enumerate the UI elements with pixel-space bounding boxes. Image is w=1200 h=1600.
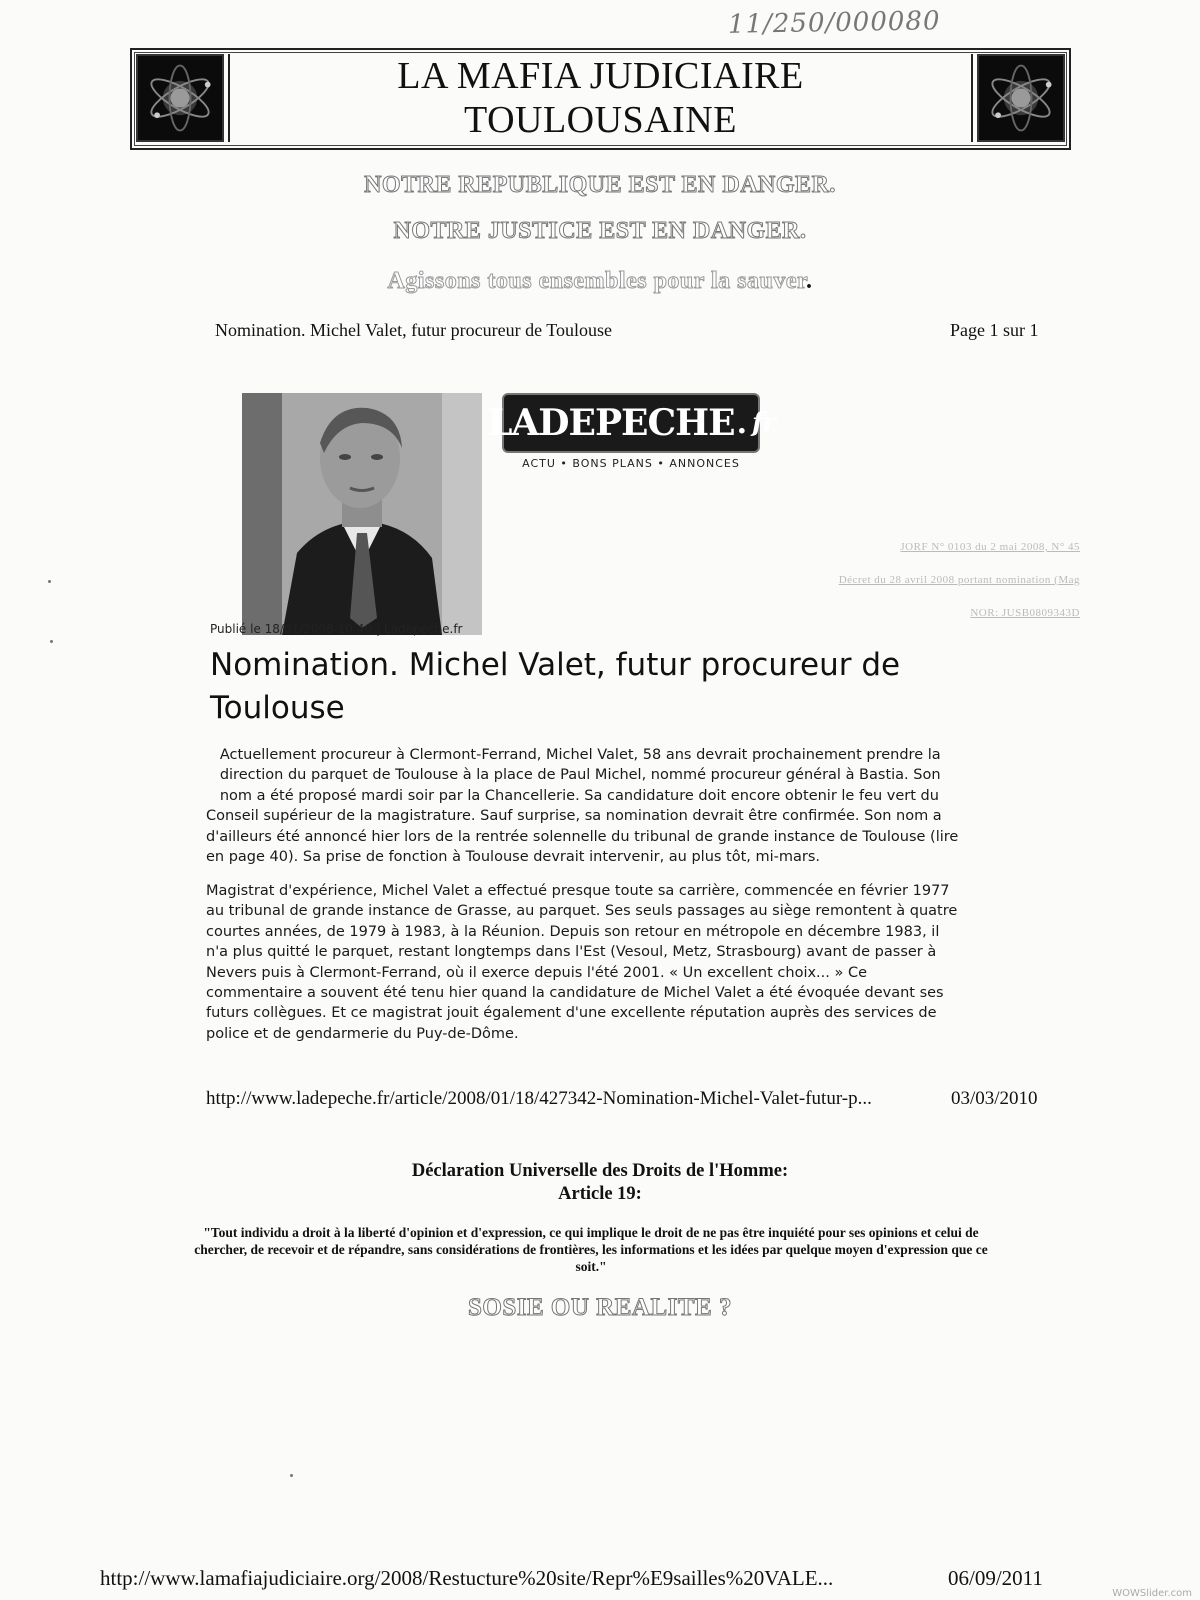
- declaration-article: Article 19:: [558, 1184, 642, 1204]
- paragraph-line: courtes années, de 1979 à 1983, à la Réunion. Depuis son retour en métropole en décembre 1983, il: [206, 923, 940, 940]
- portrait-photo: [242, 393, 482, 635]
- ladepeche-logo-suffix: fr: [752, 408, 775, 438]
- banner-republic: NOTRE REPUBLIQUE EST EN DANGER.: [364, 172, 836, 198]
- page-header: [130, 48, 1071, 150]
- portrait-image: [242, 393, 482, 635]
- paragraph-line: commentaire a souvent été tenu hier quand la candidature de Michel Valet a été évoquée devant ses: [206, 985, 944, 1002]
- scan-speck: [50, 640, 53, 643]
- paragraph-line: d'ailleurs été annoncé hier lors de la rentrée solennelle du tribunal de grande instance de Toulouse (lire: [206, 828, 959, 845]
- ladepeche-logo: [487, 395, 775, 451]
- paragraph-line: Conseil supérieur de la magistrature. Sauf surprise, sa nomination devrait être confirmée. Son nom a: [206, 808, 942, 825]
- banner-call-text: Agissons tous ensembles pour la sauver: [387, 268, 806, 294]
- quote-line: soit.": [575, 1259, 607, 1274]
- sosie-heading: SOSIE OU REALITE ?: [468, 1294, 732, 1321]
- banner-call-to-action: [0, 268, 1200, 295]
- article-title: [210, 644, 970, 730]
- paragraph-line: n'a plus quitté le parquet, restant longtemps dans l'Est (Vesoul, Metz, Strasbourg) avant de passer à: [206, 944, 937, 961]
- header-title: [228, 54, 973, 142]
- handwritten-stamp: 11/250/000080: [727, 6, 941, 40]
- reference-nor: NOR: JUSB0809343D: [970, 607, 1080, 619]
- footer-url[interactable]: http://www.lamafiajudiciaire.org/2008/Restucture%20site/Repr%E9sailles%20VALE...: [100, 1566, 834, 1590]
- declaration-heading: [0, 1160, 1200, 1206]
- reference-jorf: JORF N° 0103 du 2 mai 2008, N° 45: [900, 541, 1080, 553]
- header-title-line2: TOULOUSAINE: [464, 99, 737, 141]
- declaration-quote: [106, 1224, 1076, 1275]
- declaration-title: Déclaration Universelle des Droits de l'Homme:: [411, 1161, 789, 1181]
- print-header-title: Nomination. Michel Valet, futur procureur de Toulouse: [215, 320, 612, 340]
- article-title-line2: Toulouse: [210, 690, 345, 726]
- article-title-line1: Nomination. Michel Valet, futur procureur de: [210, 647, 901, 683]
- print-header-page: Page 1 sur 1: [950, 320, 1039, 340]
- paragraph-line: au tribunal de grande instance de Grasse, au parquet. Ses seuls passages au siège remontent à quatre: [206, 903, 958, 920]
- paragraph-line: en page 40). Sa prise de fonction à Toulouse devrait intervenir, au plus tôt, mi-mars.: [206, 849, 821, 866]
- paragraph-line: police et de gendarmerie du Puy-de-Dôme.: [206, 1025, 519, 1042]
- ladepeche-logo-text: LADEPECHE: [487, 402, 735, 444]
- footer-date: 06/09/2011: [948, 1566, 1043, 1590]
- quote-line: chercher, de recevoir et de répandre, sans considérations de frontières, les informations et les idées par quelque moyen d'expression que ce: [194, 1242, 988, 1257]
- atom-logo-right: [977, 54, 1065, 142]
- ladepeche-logo-dot: .: [736, 405, 747, 441]
- paragraph-line: Nevers puis à Clermont-Ferrand, où il exerce depuis l'été 2001. « Un excellent choix... » Ce: [206, 964, 868, 981]
- article-source-url[interactable]: http://www.ladepeche.fr/article/2008/01/18/427342-Nomination-Michel-Valet-futur-p...: [206, 1088, 872, 1109]
- publication-line: Publié le 18/01/2008 10:40 | Ladepeche.fr: [210, 622, 463, 636]
- banner-justice: NOTRE JUSTICE EST EN DANGER.: [393, 218, 807, 244]
- article-paragraph-2: [206, 881, 1036, 1044]
- paragraph-line: direction du parquet de Toulouse à la place de Paul Michel, nommé procureur général à Bastia. Son: [206, 767, 941, 784]
- article-paragraph-1: [206, 745, 1036, 867]
- article-print-date: 03/03/2010: [951, 1088, 1038, 1109]
- atom-logo-left: [136, 54, 224, 142]
- atom-icon: [138, 56, 222, 140]
- header-title-line1: LA MAFIA JUDICIAIRE: [397, 55, 804, 97]
- atom-icon: [979, 56, 1063, 140]
- paragraph-line: nom a été proposé mardi soir par la Chancellerie. Sa candidature doit encore obtenir le feu vert du: [206, 787, 939, 804]
- paragraph-line: futurs collègues. Et ce magistrat jouit également d'une excellente réputation auprès des services de: [206, 1005, 937, 1022]
- watermark: WOWSlider.com: [1112, 1588, 1192, 1599]
- reference-decree: Décret du 28 avril 2008 portant nomination (Mag: [838, 574, 1080, 586]
- scan-speck: [290, 1474, 293, 1477]
- scan-speck: [48, 580, 51, 583]
- paragraph-line: Magistrat d'expérience, Michel Valet a effectué presque toute sa carrière, commencée en février 1977: [206, 883, 950, 899]
- quote-line: "Tout individu a droit à la liberté d'opinion et d'expression, ce qui implique le droit de ne pas être inquiété pour ses opinions et celui de: [203, 1225, 979, 1240]
- banner-call-period: .: [805, 268, 813, 294]
- ladepeche-tagline: ACTU • BONS PLANS • ANNONCES: [522, 457, 740, 470]
- paragraph-line: Actuellement procureur à Clermont-Ferrand, Michel Valet, 58 ans devrait prochainement prendre la: [206, 747, 941, 763]
